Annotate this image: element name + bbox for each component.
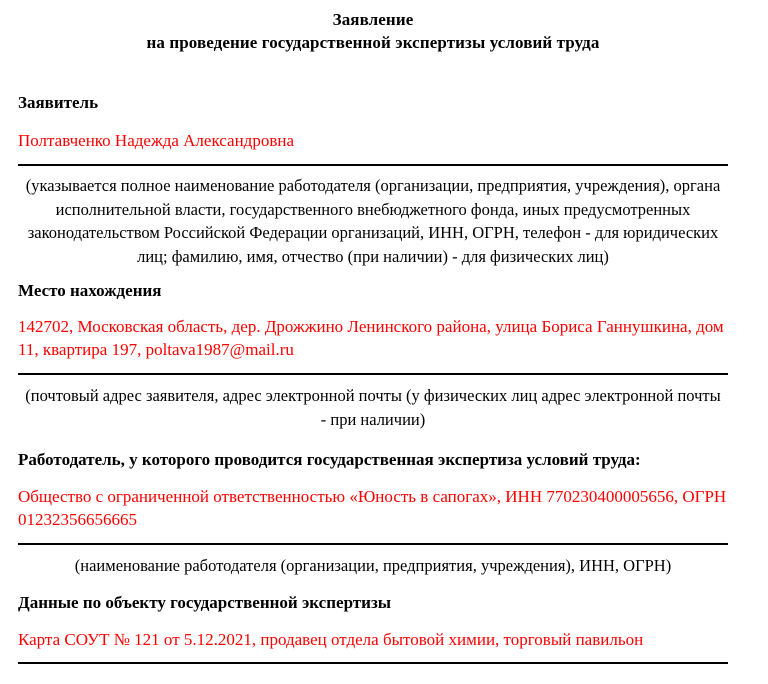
page-title — [18, 0, 728, 54]
spacer — [18, 614, 728, 628]
employer-label: Работодатель, у которого проводится государственная экспертиза условий труда: — [18, 450, 641, 469]
employer-note: (наименование работодателя (организации, предприятия, учреждения), ИНН, ОГРН) — [74, 556, 672, 575]
employer-value[interactable]: Общество с ограниченной ответственностью «Юность в сапогах», ИНН 770230400005656, ОГРН 01232356656665 — [18, 487, 727, 529]
spacer — [18, 471, 728, 485]
spacer — [18, 431, 728, 449]
spacer — [18, 54, 728, 92]
spacer — [18, 375, 728, 384]
location-label: Место нахождения — [18, 281, 162, 300]
page-title-line-2: на проведение государственной экспертизы условий труда — [146, 33, 600, 52]
object-value[interactable]: Карта СОУТ № 121 от 5.12.2021, продавец отдела бытовой химии, торговый павильон — [18, 629, 644, 649]
spacer — [18, 152, 728, 164]
applicant-note: (указывается полное наименование работодателя (организации, предприятия, учреждения), органа исполнительной власти, государственного внебюджетного фонда, иных предусмотренных законодательством Российской Федерации организаций, ИНН, ОГРН, телефон - для юридических лиц; фамилию, имя, отчество (при наличии) - для физических лиц) — [25, 176, 721, 266]
applicant-label: Заявитель — [18, 93, 99, 112]
page-title-line-1: Заявление — [332, 10, 414, 29]
spacer — [18, 302, 728, 315]
applicant-value[interactable]: Полтавченко Надежда Александровна — [18, 131, 295, 150]
spacer — [18, 545, 728, 554]
object-label: Данные по объекту государственной экспертизы — [18, 592, 392, 612]
location-value[interactable]: 142702, Московская область, дер. Дрожжино Ленинского района, улица Бориса Ганнушкина, дом 11, квартира 197, poltava1987@mail.ru — [18, 317, 724, 359]
spacer — [18, 651, 728, 662]
spacer — [18, 114, 728, 129]
location-note: (почтовый адрес заявителя, адрес электронной почты (у физических лиц адрес электронной почты - при наличии) — [25, 386, 721, 429]
spacer — [18, 578, 728, 592]
object-underline — [18, 662, 728, 664]
spacer — [18, 268, 728, 280]
spacer — [18, 531, 728, 543]
spacer — [18, 361, 728, 373]
spacer — [18, 166, 728, 174]
